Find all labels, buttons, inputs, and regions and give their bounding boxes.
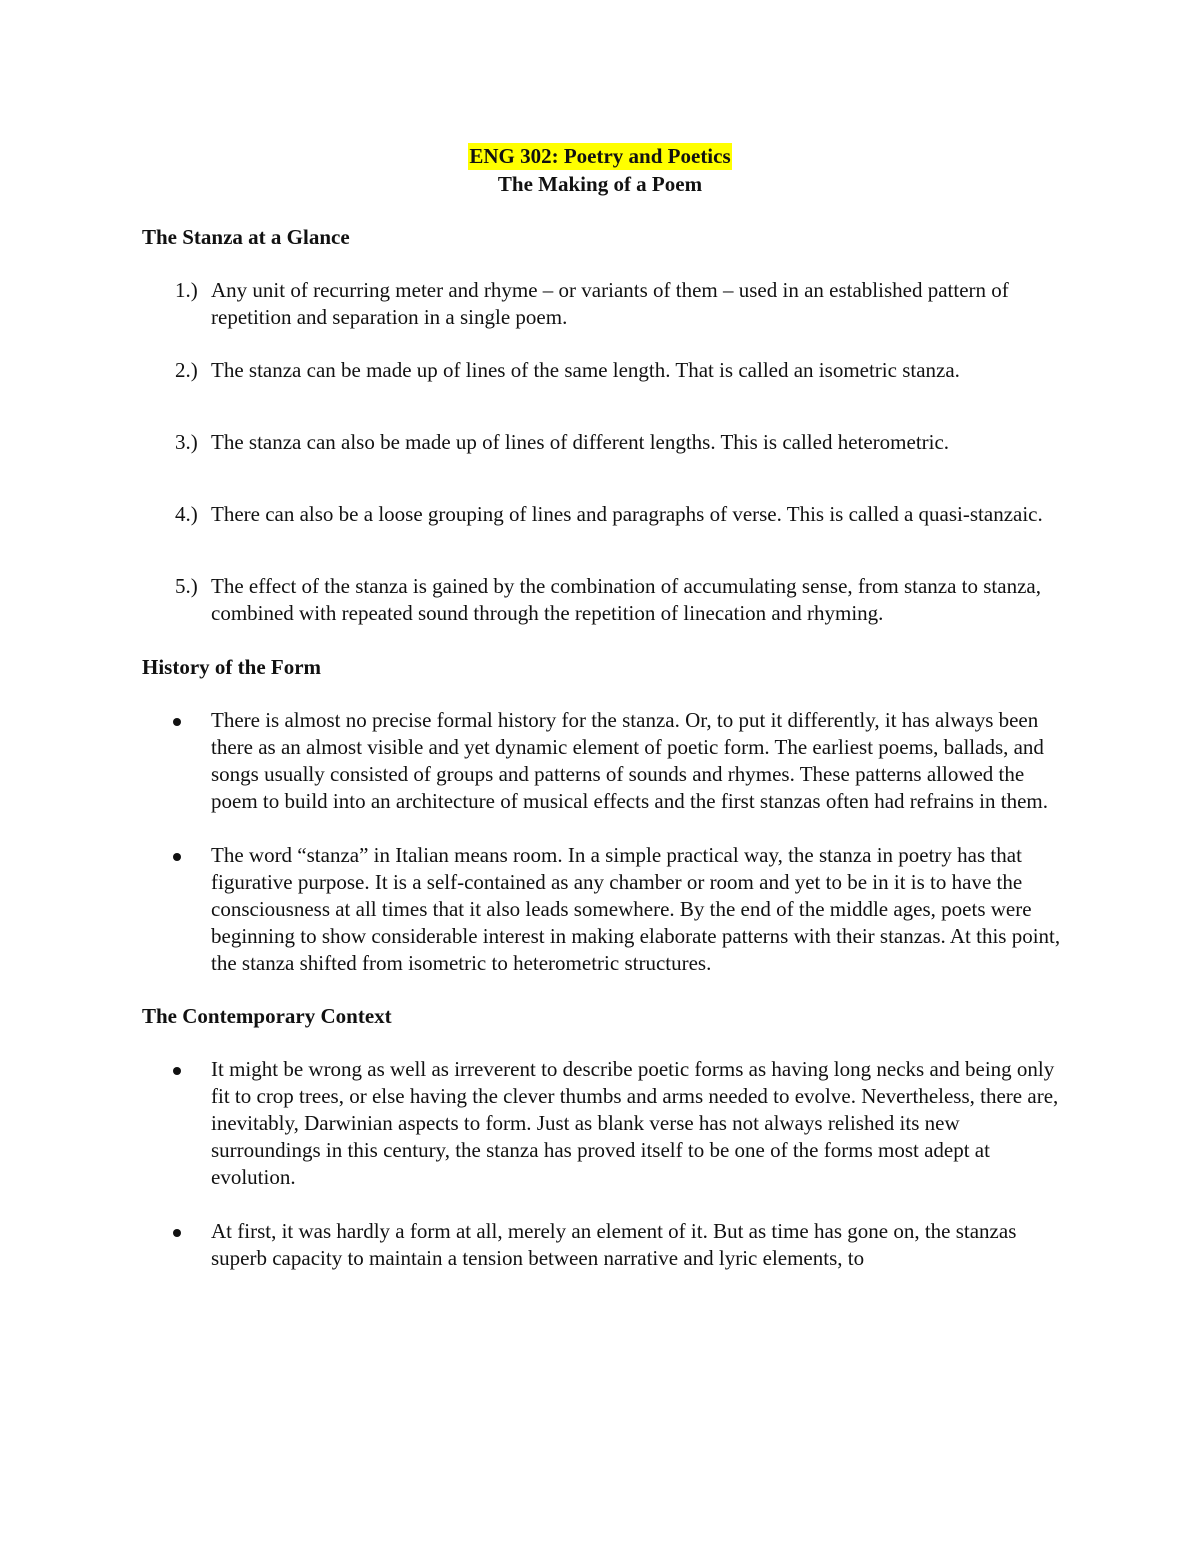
list-item-text: It might be wrong as well as irreverent to describe poetic forms as having long necks and being only fit to crop trees, or else having the clever thumbs and arms needed to evolve. Nevertheless, there are, inevitably, Darwinian aspects to form. Just as blank verse has not always relished its new surroundings in this century, the stanza has proved itself to be one of the forms most adept at evolution.	[211, 1057, 1059, 1189]
list-number: 5.)	[175, 574, 198, 598]
bullet-icon	[173, 853, 181, 861]
list-item-text: At first, it was hardly a form at all, merely an element of it. But as time has gone on, the stanzas superb capacity to maintain a tension between narrative and lyric elements, to	[211, 1219, 1017, 1270]
list-item	[142, 1218, 1062, 1272]
numbered-list	[142, 277, 1062, 627]
list-number: 3.)	[175, 430, 198, 454]
list-number: 4.)	[175, 502, 198, 526]
course-title: ENG 302: Poetry and Poetics	[469, 144, 731, 168]
list-number: 2.)	[175, 358, 198, 382]
list-item-text: The effect of the stanza is gained by the combination of accumulating sense, from stanza to stanza, combined with repeated sound through the repetition of linecation and rhyming.	[211, 574, 1041, 625]
list-item	[142, 573, 1062, 627]
list-item	[142, 277, 1062, 331]
list-item-text: The word “stanza” in Italian means room. In a simple practical way, the stanza in poetry has that figurative purpose. It is a self-contained as any chamber or room and yet to be in it is to have the consciousness at all times that it also leads somewhere. By the end of the middle ages, poets were beginning to show considerable interest in making elaborate patterns with their stanzas. At this point, the stanza shifted from isometric to heterometric structures.	[211, 843, 1061, 975]
list-item-text: Any unit of recurring meter and rhyme – or variants of them – used in an established pattern of repetition and separation in a single poem.	[211, 278, 1009, 329]
document-header	[0, 143, 1200, 198]
bulleted-list	[142, 707, 1062, 977]
document-body	[142, 224, 1062, 1272]
list-item-text: There is almost no precise formal history for the stanza. Or, to put it differently, it has always been there as an almost visible and yet dynamic element of poetic form. The earliest poems, ballads, and songs usually consisted of groups and patterns of sounds and rhymes. These patterns allowed the poem to build into an architecture of musical effects and the first stanzas often had refrains in them.	[211, 708, 1048, 813]
list-item	[142, 707, 1062, 815]
document-subtitle: The Making of a Poem	[497, 172, 703, 196]
bullet-icon	[173, 1067, 181, 1075]
list-item	[142, 1056, 1062, 1191]
list-item	[142, 842, 1062, 977]
list-item	[142, 429, 1062, 456]
section-heading-stanza-glance: The Stanza at a Glance	[142, 225, 350, 249]
list-item-text: The stanza can be made up of lines of the same length. That is called an isometric stanza.	[211, 358, 960, 382]
section-heading-history: History of the Form	[142, 655, 322, 679]
list-item-text: The stanza can also be made up of lines of different lengths. This is called heterometric.	[211, 430, 950, 454]
list-item-text: There can also be a loose grouping of lines and paragraphs of verse. This is called a quasi-stanzaic.	[211, 502, 1043, 526]
bulleted-list	[142, 1056, 1062, 1272]
bullet-icon	[173, 1229, 181, 1237]
list-item	[142, 357, 1062, 384]
section-heading-contemporary: The Contemporary Context	[142, 1004, 392, 1028]
list-item	[142, 501, 1062, 528]
bullet-icon	[173, 718, 181, 726]
list-number: 1.)	[175, 278, 198, 302]
